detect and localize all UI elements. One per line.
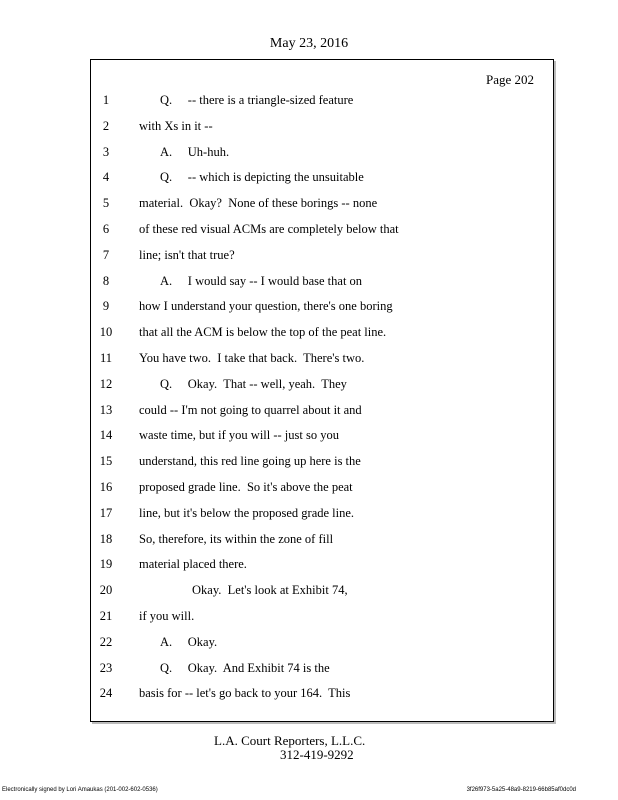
transcript-line [0,656,618,682]
line-number: 19 [99,557,113,572]
transcript-line [0,140,618,166]
line-text: proposed grade line. So it's above the peat [139,479,353,494]
line-number: 3 [102,144,110,159]
line-text: understand, this red line going up here is the [139,454,361,469]
transcript-line [0,552,618,578]
line-number: 18 [99,531,113,546]
transcript-line [0,217,618,243]
line-text: line; isn't that true? [139,247,235,262]
line-text: basis for -- let's go back to your 164. This [139,686,351,701]
transcript-line [0,294,618,320]
line-text: line, but it's below the proposed grade line. [139,505,355,520]
line-number: 13 [99,402,113,417]
line-number: 10 [99,325,113,340]
line-text: A. I would say -- I would base that on [160,273,363,288]
line-text: Q. -- which is depicting the unsuitable [160,170,364,185]
line-number: 21 [99,608,113,623]
transcript-line [0,423,618,449]
line-number: 22 [99,634,113,649]
transcript-line [0,269,618,295]
line-number: 16 [99,479,113,494]
line-text: that all the ACM is below the top of the peat line. [139,325,387,340]
electronic-signature: Electronically signed by Lori Amaukas (201-002-602-0536) [2,787,158,793]
line-text: of these red visual ACMs are completely below that [139,221,399,236]
line-number: 9 [102,299,110,314]
line-text: Okay. Let's look at Exhibit 74, [192,583,348,598]
line-text: if you will. [139,608,195,623]
transcript-line [0,346,618,372]
transcript-line [0,527,618,553]
transcript-line [0,681,618,707]
transcript-line [0,243,618,269]
line-text: You have two. I take that back. There's two. [139,350,365,365]
line-number: 5 [102,196,110,211]
transcript-line [0,501,618,527]
line-text: how I understand your question, there's one boring [139,299,393,314]
transcript-line [0,88,618,114]
line-text: with Xs in it -- [139,118,213,133]
line-number: 6 [102,221,110,236]
line-text: waste time, but if you will -- just so you [139,428,339,443]
transcript-date: May 23, 2016 [269,36,349,51]
transcript-line [0,578,618,604]
transcript-line [0,630,618,656]
line-text: So, therefore, its within the zone of fill [139,531,334,546]
line-number: 15 [99,454,113,469]
reporter-phone: 312-419-9292 [280,747,354,762]
line-number: 7 [102,247,110,262]
line-text: A. Okay. [160,634,218,649]
reporter-company: L.A. Court Reporters, L.L.C. [214,733,366,748]
line-number: 1 [102,93,110,107]
line-number: 8 [102,273,110,288]
transcript-line [0,398,618,424]
line-text: material. Okay? None of these borings -- none [139,196,378,211]
line-number: 2 [102,118,110,133]
line-text: Q. Okay. And Exhibit 74 is the [160,660,330,675]
transcript-line [0,604,618,630]
line-number: 14 [99,428,113,443]
transcript-line [0,475,618,501]
line-text: A. Uh-huh. [160,144,230,159]
transcript-lines [0,88,618,707]
line-number: 17 [99,505,113,520]
transcript-line [0,165,618,191]
line-number: 24 [99,686,113,701]
line-text: Q. Okay. That -- well, yeah. They [160,376,347,391]
transcript-line [0,320,618,346]
line-text: Q. -- there is a triangle-sized feature [160,93,354,107]
line-number: 20 [99,583,113,598]
line-text: material placed there. [139,557,247,572]
page-number: Page 202 [485,72,534,87]
document-id: 3f26f973-5a25-48a9-8219-66b85af0dc0d [466,787,576,793]
transcript-line [0,191,618,217]
line-text: could -- I'm not going to quarrel about it and [139,402,362,417]
line-number: 23 [99,660,113,675]
transcript-line [0,449,618,475]
transcript-line [0,372,618,398]
line-number: 11 [99,350,113,365]
line-number: 4 [102,170,110,185]
transcript-line [0,114,618,140]
line-number: 12 [99,376,113,391]
